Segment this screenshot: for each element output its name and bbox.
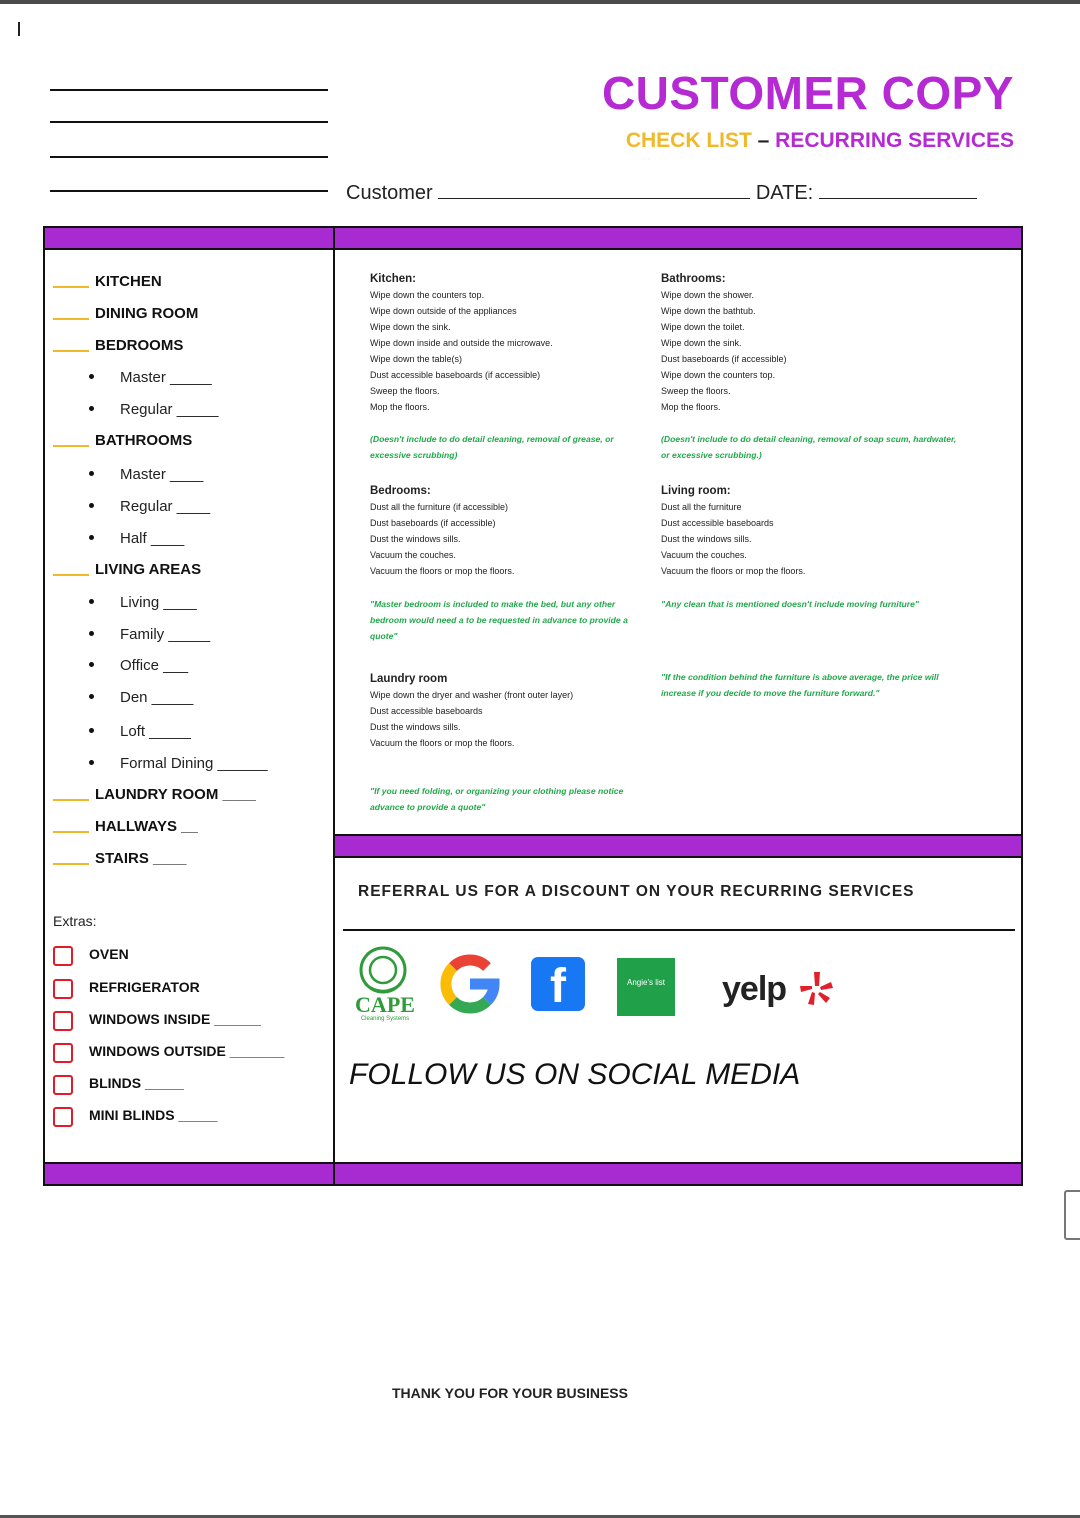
checkbox-icon: [53, 1107, 73, 1127]
cape-subtitle: Cleaning Systems: [360, 1016, 410, 1022]
date-label: DATE:: [755, 182, 814, 204]
yelp-wordmark: yelp: [722, 970, 787, 1008]
living-room-note: "Any clean that is mentioned doesn't include moving furniture": [661, 599, 920, 609]
checkbox-icon: [53, 1011, 73, 1031]
checklist-loft[interactable]: Loft _____: [89, 723, 191, 740]
checkbox-icon: [53, 979, 73, 999]
page-scroll-handle[interactable]: [1064, 1190, 1080, 1240]
referral-heading: REFERRAL US FOR A DISCOUNT ON YOUR RECURRING SERVICES: [358, 883, 915, 900]
bathrooms-task: Wipe down the counters top.: [661, 370, 776, 380]
living-room-task: Vacuum the couches.: [661, 550, 747, 560]
checkbox-icon: [53, 1043, 73, 1063]
address-line: [50, 121, 328, 123]
bedrooms-task: Dust the windows sills.: [370, 534, 461, 544]
referral-divider: [343, 929, 1015, 931]
bathrooms-task: Wipe down the shower.: [661, 290, 755, 300]
cape-name: CAPE: [355, 992, 415, 1017]
kitchen-task: Wipe down the table(s): [370, 354, 463, 364]
extra-windows-inside[interactable]: WINDOWS INSIDE ______: [53, 1011, 261, 1031]
address-line: [50, 156, 328, 158]
subtitle-recurring: RECURRING SERVICES: [775, 129, 1014, 152]
bathrooms-section: [661, 271, 961, 415]
follow-social-heading: FOLLOW US ON SOCIAL MEDIA: [349, 1058, 801, 1091]
living-room-section: [661, 483, 961, 579]
laundry-task: Dust accessible baseboards: [370, 706, 483, 716]
subtitle-dash: –: [751, 129, 776, 152]
checkbox-icon: [53, 1075, 73, 1095]
address-line: [50, 89, 328, 91]
bedrooms-task: Dust all the furniture (if accessible): [370, 502, 509, 512]
laundry-task: Vacuum the floors or mop the floors.: [370, 738, 515, 748]
page-title: CUSTOMER COPY: [601, 67, 1014, 119]
address-line: [50, 190, 328, 192]
middle-purple-band: [335, 836, 1021, 856]
living-room-task: Vacuum the floors or mop the floors.: [661, 566, 806, 576]
yelp-burst-icon: [800, 970, 834, 1006]
checklist-kitchen[interactable]: KITCHEN: [53, 273, 162, 290]
bathrooms-task: Dust baseboards (if accessible): [661, 354, 787, 364]
extras-label: Extras:: [53, 913, 97, 929]
checklist-bedroom-regular[interactable]: Regular _____: [89, 401, 218, 418]
checklist-bathrooms[interactable]: BATHROOMS: [53, 432, 192, 449]
checklist-living[interactable]: Living ____: [89, 594, 197, 611]
bedrooms-task: Vacuum the floors or mop the floors.: [370, 566, 515, 576]
cape-logo[interactable]: [347, 940, 423, 1026]
column-divider: [333, 226, 335, 1186]
checkbox-icon: [53, 946, 73, 966]
checklist-stairs[interactable]: STAIRS ____: [53, 850, 186, 867]
subtitle-checklist: CHECK LIST: [625, 129, 752, 152]
bathrooms-heading: Bathrooms:: [661, 273, 726, 285]
customer-date-line: [346, 182, 977, 205]
living-room-heading: Living room:: [661, 485, 731, 497]
kitchen-section: [370, 271, 640, 415]
laundry-task: Wipe down the dryer and washer (front outer layer): [370, 690, 574, 700]
furniture-note: "If the condition behind the furniture is above average, the price will increase if you decide to move the furniture forward.": [661, 672, 939, 698]
thank-you-footer: THANK YOU FOR YOUR BUSINESS: [392, 1385, 628, 1401]
checklist-dining-room[interactable]: DINING ROOM: [53, 305, 198, 322]
kitchen-task: Mop the floors.: [370, 402, 430, 412]
laundry-section: [370, 671, 632, 751]
living-room-task: Dust all the furniture: [661, 502, 742, 512]
bathrooms-task: Wipe down the toilet.: [661, 322, 745, 332]
bathrooms-task: Sweep the floors.: [661, 386, 731, 396]
laundry-task: Dust the windows sills.: [370, 722, 461, 732]
text-cursor: [18, 22, 20, 36]
kitchen-task: Sweep the floors.: [370, 386, 440, 396]
customer-label: Customer: [346, 182, 433, 204]
bedrooms-section: [370, 483, 640, 579]
bedrooms-note: "Master bedroom is included to make the bed, but any other bedroom would need a to be requested in advance to provide a quote": [370, 599, 628, 641]
top-purple-band: [45, 228, 1021, 248]
bedrooms-task: Vacuum the couches.: [370, 550, 456, 560]
checklist-family[interactable]: Family _____: [89, 626, 210, 643]
bedrooms-heading: Bedrooms:: [370, 485, 431, 497]
laundry-heading: Laundry room: [370, 673, 448, 685]
bathrooms-task: Mop the floors.: [661, 402, 721, 412]
bathrooms-note: (Doesn't include to do detail cleaning, removal of soap scum, hardwater, or excessive scrubbing.): [661, 434, 957, 460]
bedrooms-task: Dust baseboards (if accessible): [370, 518, 496, 528]
living-room-task: Dust the windows sills.: [661, 534, 752, 544]
kitchen-task: Wipe down inside and outside the microwave.: [370, 338, 553, 348]
angies-list-icon[interactable]: Angie's list: [617, 958, 675, 1016]
google-logo[interactable]: [440, 954, 500, 1014]
facebook-icon[interactable]: f: [531, 957, 585, 1011]
checklist-bedroom-master[interactable]: Master _____: [89, 369, 212, 386]
checklist-living-areas[interactable]: LIVING AREAS: [53, 561, 201, 578]
bathrooms-task: Wipe down the sink.: [661, 338, 742, 348]
top-border: [0, 0, 1080, 4]
checklist-bathroom-half[interactable]: Half ____: [89, 530, 184, 547]
checklist-den[interactable]: Den _____: [89, 689, 193, 706]
checklist-laundry-room[interactable]: LAUNDRY ROOM ____: [53, 786, 256, 803]
extra-oven[interactable]: OVEN: [53, 946, 129, 966]
band-divider: [333, 1164, 335, 1186]
checklist-bathroom-regular[interactable]: Regular ____: [89, 498, 210, 515]
laundry-note: "If you need folding, or organizing your clothing please notice advance to provide a quote": [370, 786, 624, 812]
page-subtitle: [626, 129, 1014, 153]
checklist-bathroom-master[interactable]: Master ____: [89, 466, 203, 483]
checklist-hallways[interactable]: HALLWAYS __: [53, 818, 198, 835]
top-band-divider: [45, 248, 1021, 250]
checklist-bedrooms[interactable]: BEDROOMS: [53, 337, 183, 354]
kitchen-task: Dust accessible baseboards (if accessible): [370, 370, 541, 380]
bottom-purple-band: [45, 1164, 1021, 1184]
kitchen-note: (Doesn't include to do detail cleaning, removal of grease, or excessive scrubbing): [370, 434, 614, 460]
checklist-office[interactable]: Office ___: [89, 657, 188, 674]
section-divider: [335, 856, 1021, 858]
kitchen-heading: Kitchen:: [370, 273, 416, 285]
bathrooms-task: Wipe down the bathtub.: [661, 306, 756, 316]
extra-blinds[interactable]: BLINDS _____: [53, 1075, 184, 1095]
date-field[interactable]: [819, 182, 977, 199]
google-icon: [440, 954, 500, 1014]
checklist-formal-dining[interactable]: Formal Dining ______: [89, 755, 268, 772]
living-room-task: Dust accessible baseboards: [661, 518, 774, 528]
kitchen-task: Wipe down the counters top.: [370, 290, 485, 300]
extra-windows-outside[interactable]: WINDOWS OUTSIDE _______: [53, 1043, 284, 1063]
kitchen-task: Wipe down outside of the appliances: [370, 306, 517, 316]
extra-mini-blinds[interactable]: MINI BLINDS _____: [53, 1107, 217, 1127]
kitchen-task: Wipe down the sink.: [370, 322, 451, 332]
customer-field[interactable]: [438, 182, 750, 199]
extra-refrigerator[interactable]: REFRIGERATOR: [53, 979, 200, 999]
